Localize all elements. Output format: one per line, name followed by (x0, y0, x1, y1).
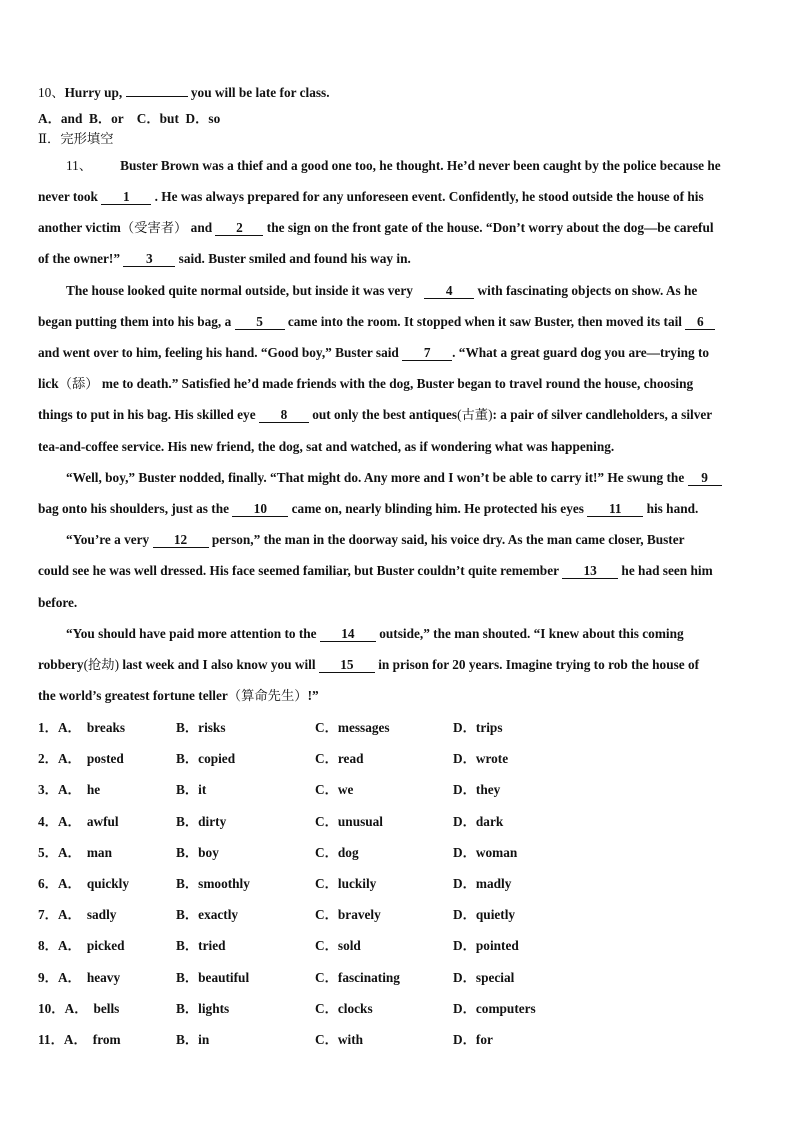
option-c[interactable]: C．fascinating (315, 969, 400, 985)
option-a-text: quickly (86, 876, 129, 891)
passage-line: never took 1 . He was always prepared for any unforeseen event. Confidently, he stood outside the house of his (38, 189, 704, 204)
question-number: 8．A． (38, 938, 81, 954)
passage-line: “You should have paid more attention to the 14 outside,” the man shouted. “I knew about this coming (66, 626, 684, 641)
option-d[interactable]: D．madly (453, 876, 512, 891)
passage-line: another victim（受害者） and 2 the sign on the front gate of the house. “Don’t worry about the dog—be careful (38, 220, 714, 235)
question-number: 9．A． (38, 969, 81, 985)
question-number: 5．A． (38, 844, 81, 860)
blank-8[interactable]: 8 (259, 407, 309, 423)
option-b[interactable]: B．exactly (176, 907, 239, 923)
option-b[interactable]: B．lights (176, 1000, 230, 1016)
option-a[interactable] (38, 1031, 121, 1049)
option-a[interactable] (38, 1000, 119, 1018)
option-a[interactable] (38, 969, 120, 987)
passage-line: lick（舔） me to death.” Satisfied he’d made friends with the dog, Buster began to travel round the house, choosing (38, 376, 694, 391)
option-d[interactable]: D．special (453, 969, 515, 985)
option-a-text: heavy (86, 969, 121, 985)
answer-blank[interactable] (126, 96, 188, 97)
blank-3[interactable]: 3 (123, 251, 175, 267)
passage-line: before. (38, 595, 78, 610)
passage-line: could see he was well dressed. His face seemed familiar, but Buster couldn’t quite remember 13 he had seen him (38, 563, 713, 578)
option-d[interactable]: D．dark (453, 813, 504, 829)
option-d[interactable]: D．for (453, 1032, 493, 1047)
option-d[interactable]: D．computers (453, 1000, 536, 1016)
option-c[interactable]: C．messages (315, 720, 390, 735)
option-c[interactable]: C．sold (315, 938, 361, 954)
question-10: 10、Hurry up, you will be late for class. (38, 85, 330, 100)
blank-15[interactable]: 15 (319, 657, 375, 673)
question-number: 2．A． (38, 751, 81, 767)
passage-line: of the owner!” 3 said. Buster smiled and found his way in. (38, 251, 411, 266)
option-a-text: posted (86, 751, 124, 767)
option-a-text: he (86, 782, 101, 798)
option-c[interactable]: C．luckily (315, 876, 377, 891)
question-number: 10、 (38, 85, 65, 100)
question-number: 6．A． (38, 876, 81, 891)
option-a-text: bells (93, 1000, 120, 1016)
passage-line: 11、 Buster Brown was a thief and a good one too, he thought. He’d never been caught by the police because he (66, 158, 721, 173)
option-b[interactable]: B．boy (176, 844, 219, 860)
question-number: 10．A． (38, 1000, 88, 1016)
passage-line: and went over to him, feeling his hand. “Good boy,” Buster said 7 . “What a great guard dog you are—trying to (38, 345, 710, 360)
blank-4[interactable]: 4 (424, 283, 474, 299)
blank-14[interactable]: 14 (320, 626, 376, 642)
option-a[interactable] (38, 813, 119, 831)
option-a[interactable] (38, 906, 116, 924)
question-number: 7．A． (38, 907, 81, 923)
option-a-text: awful (86, 813, 119, 829)
option-d[interactable]: D．trips (453, 720, 503, 735)
blank-1[interactable]: 1 (101, 189, 151, 205)
option-d[interactable]: D．they (453, 782, 501, 798)
option-a[interactable] (38, 781, 100, 799)
blank-10[interactable]: 10 (232, 501, 288, 517)
passage-line: the world’s greatest fortune teller（算命先生）!” (38, 688, 319, 703)
blank-6[interactable]: 6 (685, 314, 715, 330)
option-a[interactable] (38, 844, 112, 862)
passage-line: The house looked quite normal outside, but inside it was very 4 with fascinating objects on show. As he (66, 283, 698, 298)
option-c[interactable]: C．clocks (315, 1000, 373, 1016)
passage-line: tea-and-coffee service. His new friend, the dog, sat and watched, as if wondering what was happening. (38, 439, 615, 454)
option-a[interactable] (38, 875, 129, 893)
option-c[interactable]: C．with (315, 1032, 364, 1047)
option-b[interactable]: B．smoothly (176, 876, 250, 891)
option-d[interactable]: D．pointed (453, 938, 519, 954)
passage-line: “You’re a very 12 person,” the man in the doorway said, his voice dry. As the man came closer, Buster (66, 532, 685, 547)
section-title: Ⅱ．完形填空 (38, 131, 114, 146)
question-number: 1．A． (38, 720, 81, 735)
option-b[interactable]: B．tried (176, 938, 226, 954)
option-b[interactable]: B．copied (176, 751, 236, 767)
option-c[interactable]: C．bravely (315, 907, 381, 923)
blank-2[interactable]: 2 (215, 220, 263, 236)
blank-7[interactable]: 7 (402, 345, 452, 361)
passage-line: things to put in his bag. His skilled eye 8 out only the best antiques(古董): a pair of silver candleholders, a silver (38, 407, 713, 422)
option-c[interactable]: C．unusual (315, 813, 383, 829)
option-c[interactable]: C．read (315, 751, 364, 767)
blank-12[interactable]: 12 (153, 532, 209, 548)
option-c[interactable]: C．we (315, 782, 354, 798)
option-b[interactable]: B．beautiful (176, 969, 250, 985)
blank-9[interactable]: 9 (688, 470, 722, 486)
option-d[interactable]: D．woman (453, 844, 518, 860)
question-number: 3．A． (38, 782, 81, 798)
option-b[interactable]: B．risks (176, 720, 226, 735)
option-a-text: picked (86, 938, 125, 954)
blank-11[interactable]: 11 (587, 501, 643, 517)
blank-5[interactable]: 5 (235, 314, 285, 330)
option-b[interactable]: B．in (176, 1032, 210, 1047)
question-10-options: A．and B．or C．but D．so (38, 111, 221, 126)
option-a-text: from (92, 1032, 121, 1047)
option-b[interactable]: B．it (176, 782, 207, 798)
blank-13[interactable]: 13 (562, 563, 618, 579)
option-b[interactable]: B．dirty (176, 813, 227, 829)
option-a[interactable] (38, 937, 125, 955)
option-d[interactable]: D．wrote (453, 751, 509, 767)
passage-line: bag onto his shoulders, just as the 10 came on, nearly blinding him. He protected his eyes 11 his hand. (38, 501, 699, 516)
option-c[interactable]: C．dog (315, 844, 359, 860)
option-d[interactable]: D．quietly (453, 907, 516, 923)
passage-line: “Well, boy,” Buster nodded, finally. “That might do. Any more and I won’t be able to carry it!” He swung the 9 (66, 469, 760, 487)
passage-line: robbery(抢劫) last week and I also know you will 15 in prison for 20 years. Imagine trying to rob the house of (38, 657, 700, 672)
option-a[interactable] (38, 719, 125, 737)
option-a-text: breaks (86, 720, 126, 735)
question-number: 4．A． (38, 813, 81, 829)
option-a-text: sadly (86, 907, 117, 923)
question-number: 11．A． (38, 1032, 87, 1047)
passage-line: began putting them into his bag, a 5 came into the room. It stopped when it saw Buster, then moved its tail 6 (38, 313, 760, 331)
option-a-text: man (86, 844, 112, 860)
option-a[interactable] (38, 750, 124, 768)
